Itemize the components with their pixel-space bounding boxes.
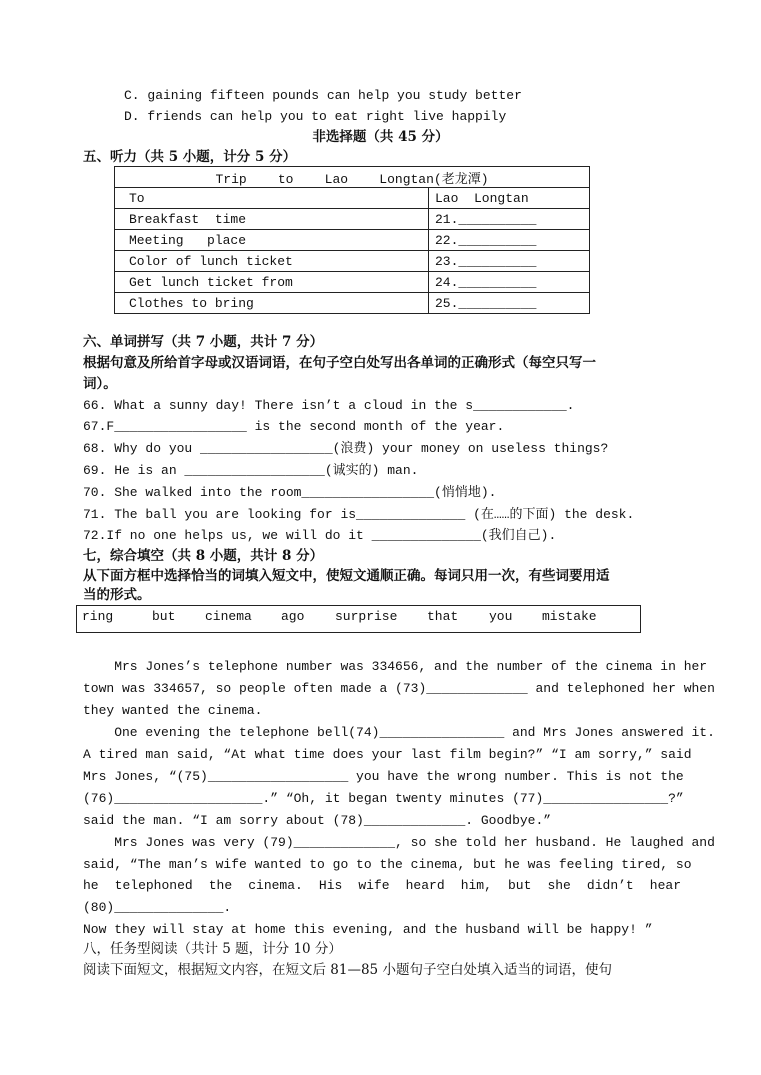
table-row: [115, 230, 590, 251]
table-title: Trip to Lao Longtan(老龙潭): [115, 167, 590, 188]
row-label: Meeting place: [115, 230, 429, 251]
spelling-item-66: 66. What a sunny day! There isn’t a cloud in the s____________.: [83, 398, 575, 413]
word-option: surprise: [335, 609, 398, 624]
cloze-heading: 七，综合填空（共 8 小题，共计 8 分）: [83, 548, 324, 564]
spelling-instruction: 根据句意及所给首字母或汉语词语，在句子空白处写出各单词的正确形式（每空只写一: [83, 355, 596, 371]
passage-line: Mrs Jones, “(75)__________________ you have the wrong number. This is not the: [83, 769, 684, 784]
option-c: C. gaining fifteen pounds can help you study better: [124, 88, 522, 103]
option-d: D. friends can help you to eat right live happily: [124, 109, 507, 124]
table-row: [115, 209, 590, 230]
cloze-instruction-cont: 当的形式。: [83, 587, 151, 603]
table-row: [115, 188, 590, 209]
row-label: Get lunch ticket from: [115, 272, 429, 293]
listening-heading: 五、听力（共 5 小题，计分 5 分）: [83, 149, 297, 165]
table-header-left: To: [115, 188, 429, 209]
row-label: Color of lunch ticket: [115, 251, 429, 272]
passage-line: town was 334657, so people often made a (73)_____________ and telephoned her when: [83, 681, 715, 696]
reading-heading: 八，任务型阅读（共计 5 题，计分 10 分）: [83, 941, 342, 957]
answer-blank-25[interactable]: 25.__________: [429, 293, 590, 314]
answer-blank-22[interactable]: 22.__________: [429, 230, 590, 251]
cloze-instruction: 从下面方框中选择恰当的词填入短文中，使短文通顺正确。每词只用一次，有些词要用适: [83, 568, 610, 584]
answer-blank-24[interactable]: 24.__________: [429, 272, 590, 293]
word-option: you: [489, 609, 513, 624]
passage-line: One evening the telephone bell(74)________________ and Mrs Jones answered it.: [83, 725, 715, 740]
word-box: [76, 605, 641, 633]
passage-line: he telephoned the cinema. His wife heard him, but she didn’t hear: [83, 878, 681, 893]
word-option: ring: [82, 609, 114, 624]
passage-line: (76)___________________.” “Oh, it began twenty minutes (77)________________?”: [83, 791, 684, 806]
reading-instruction: 阅读下面短文，根据短文内容，在短文后 81—85 小题句子空白处填入适当的词语，使句: [83, 962, 612, 978]
word-option: ago: [281, 609, 305, 624]
passage-line: A tired man said, “At what time does your last film begin?” “I am sorry,” said: [83, 747, 692, 762]
passage-line: (80)______________.: [83, 900, 232, 915]
passage-line: said, “The man’s wife wanted to go to the cinema, but he was feeling tired, so: [83, 857, 692, 872]
passage-line: said the man. “I am sorry about (78)_____________. Goodbye.”: [83, 813, 552, 828]
spelling-item-70: 70. She walked into the room_________________(悄悄地).: [83, 485, 497, 500]
spelling-instruction-cont: 词）。: [83, 376, 117, 392]
section-title: 非选择题（共 45 分）: [312, 129, 449, 145]
answer-blank-21[interactable]: 21.__________: [429, 209, 590, 230]
row-label: Breakfast time: [115, 209, 429, 230]
spelling-heading: 六、单词拼写（共 7 小题，共计 7 分）: [83, 334, 324, 350]
answer-blank-23[interactable]: 23.__________: [429, 251, 590, 272]
word-option: but: [152, 609, 176, 624]
passage-line: Mrs Jones was very (79)_____________, so she told her husband. He laughed and: [83, 835, 715, 850]
passage-line: Now they will stay at home this evening, and the husband will be happy! ”: [83, 922, 653, 937]
spelling-item-67: 67.F_________________ is the second month of the year.: [83, 419, 505, 434]
table-row: [115, 167, 590, 188]
spelling-item-69: 69. He is an __________________(诚实的) man.: [83, 463, 419, 478]
row-label: Clothes to bring: [115, 293, 429, 314]
spelling-item-71: 71. The ball you are looking for is______________ (在……的下面) the desk.: [83, 507, 635, 522]
spelling-item-68: 68. Why do you _________________(浪费) your money on useless things?: [83, 441, 609, 456]
word-option: cinema: [205, 609, 252, 624]
spelling-item-72: 72.If no one helps us, we will do it ______________(我们自己).: [83, 528, 557, 543]
table-row: [115, 293, 590, 314]
word-option: that: [427, 609, 459, 624]
passage-line: Mrs Jones’s telephone number was 334656, and the number of the cinema in her: [83, 659, 708, 674]
table-row: [115, 272, 590, 293]
table-row: [115, 251, 590, 272]
word-option: mistake: [542, 609, 597, 624]
trip-table: [114, 166, 590, 314]
passage-line: they wanted the cinema.: [83, 703, 263, 718]
table-header-right: Lao Longtan: [429, 188, 590, 209]
